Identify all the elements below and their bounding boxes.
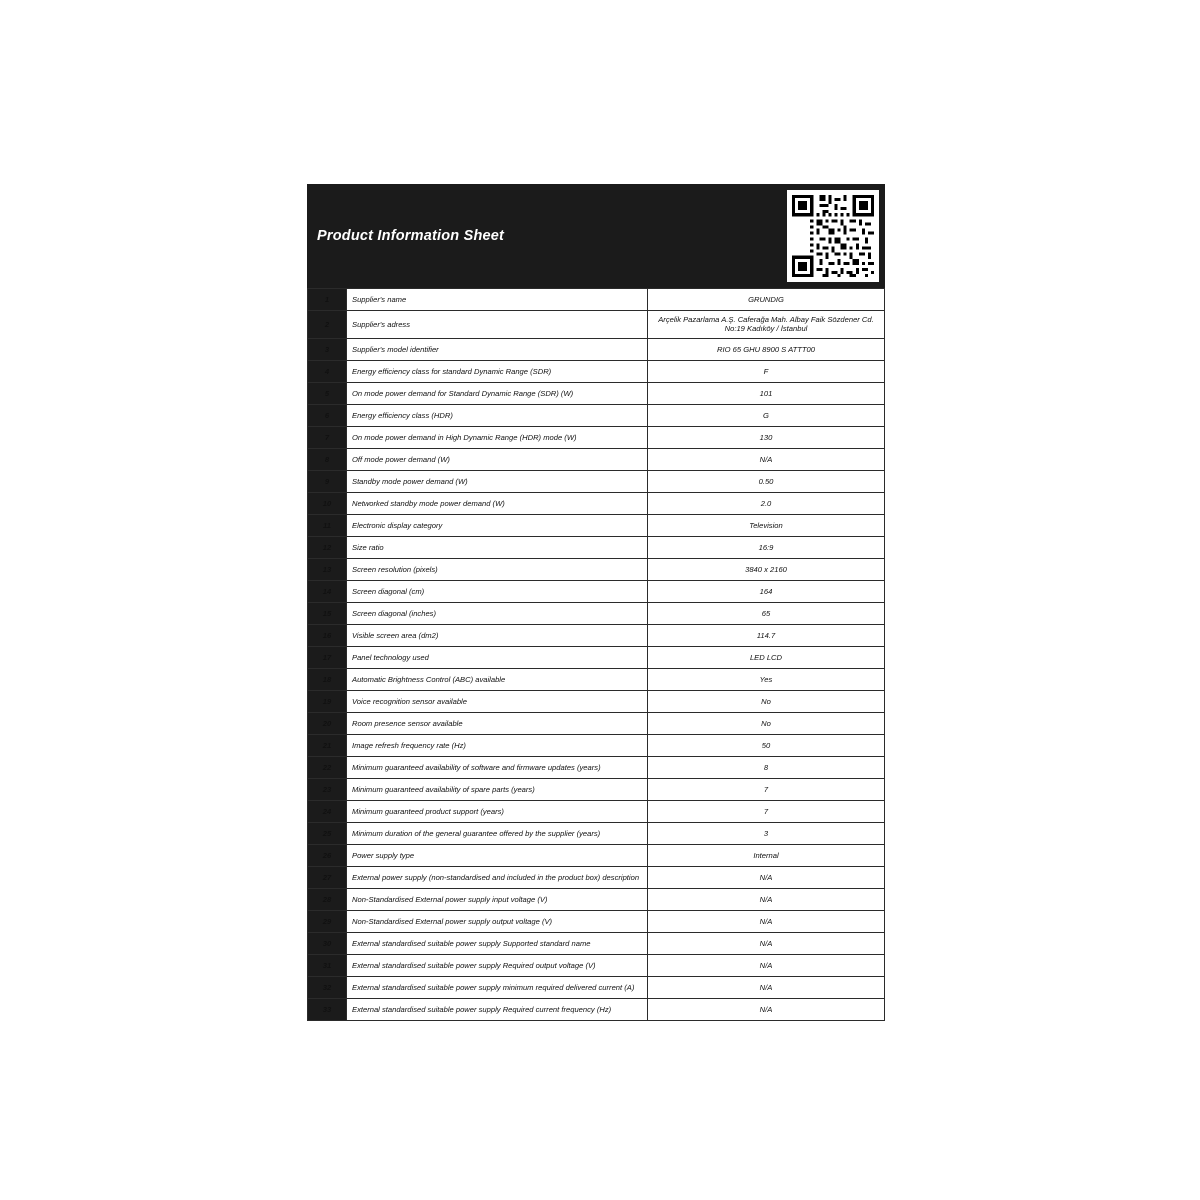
row-parameter: Energy efficiency class (HDR) [347,404,648,426]
row-value: 101 [648,382,885,404]
row-index: 8 [308,448,347,470]
row-value: F [648,360,885,382]
row-parameter: Automatic Brightness Control (ABC) available [347,668,648,690]
row-parameter: Voice recognition sensor available [347,690,648,712]
row-parameter: Visible screen area (dm2) [347,624,648,646]
table-row [308,536,885,558]
table-row [308,690,885,712]
row-parameter: Panel technology used [347,646,648,668]
row-index: 5 [308,382,347,404]
row-index: 11 [308,514,347,536]
row-index: 12 [308,536,347,558]
row-parameter: Screen diagonal (cm) [347,580,648,602]
row-value: N/A [648,932,885,954]
row-value: G [648,404,885,426]
row-index: 27 [308,866,347,888]
row-parameter: External standardised suitable power supply Required output voltage (V) [347,954,648,976]
table-row [308,998,885,1020]
row-value: Television [648,514,885,536]
row-index: 2 [308,311,347,339]
row-index: 6 [308,404,347,426]
row-value: N/A [648,888,885,910]
table-row [308,382,885,404]
table-row [308,311,885,339]
row-parameter: Minimum guaranteed product support (years) [347,800,648,822]
table-row [308,580,885,602]
row-value: GRUNDIG [648,289,885,311]
row-value: LED LCD [648,646,885,668]
table-row [308,910,885,932]
table-row [308,646,885,668]
row-parameter: Energy efficiency class for standard Dynamic Range (SDR) [347,360,648,382]
row-index: 18 [308,668,347,690]
row-value: N/A [648,866,885,888]
row-value: Arçelik Pazarlama A.Ş. Caferağa Mah. Albay Faik Sözdener Cd. No:19 Kadıköy / İstanbul [648,311,885,339]
sheet-header [307,184,885,288]
table-row [308,866,885,888]
row-parameter: Screen diagonal (inches) [347,602,648,624]
row-parameter: External standardised suitable power supply Supported standard name [347,932,648,954]
row-parameter: Electronic display category [347,514,648,536]
row-value: 7 [648,778,885,800]
row-index: 16 [308,624,347,646]
table-row [308,360,885,382]
table-row [308,624,885,646]
table-row [308,888,885,910]
row-parameter: Size ratio [347,536,648,558]
table-row [308,800,885,822]
row-index: 22 [308,756,347,778]
row-value: 65 [648,602,885,624]
row-value: N/A [648,954,885,976]
row-value: Yes [648,668,885,690]
row-value: 2.0 [648,492,885,514]
table-row [308,778,885,800]
qr-code-icon [787,190,879,282]
row-index: 13 [308,558,347,580]
row-value: No [648,690,885,712]
row-parameter: External power supply (non-standardised and included in the product box) description [347,866,648,888]
table-row [308,514,885,536]
table-row [308,426,885,448]
row-value: RIO 65 GHU 8900 S ATTT00 [648,338,885,360]
row-parameter: Standby mode power demand (W) [347,470,648,492]
row-parameter: Minimum guaranteed availability of software and firmware updates (years) [347,756,648,778]
row-index: 1 [308,289,347,311]
table-row [308,602,885,624]
row-parameter: Power supply type [347,844,648,866]
table-row [308,470,885,492]
row-index: 19 [308,690,347,712]
table-row [308,668,885,690]
row-value: 0.50 [648,470,885,492]
row-parameter: External standardised suitable power supply Required current frequency (Hz) [347,998,648,1020]
row-parameter: Supplier's model identifier [347,338,648,360]
row-parameter: Room presence sensor available [347,712,648,734]
row-index: 33 [308,998,347,1020]
row-value: Internal [648,844,885,866]
row-parameter: Minimum guaranteed availability of spare parts (years) [347,778,648,800]
table-row [308,822,885,844]
row-value: 7 [648,800,885,822]
row-value: N/A [648,448,885,470]
row-value: N/A [648,976,885,998]
table-row [308,338,885,360]
row-index: 23 [308,778,347,800]
table-row [308,756,885,778]
table-row [308,404,885,426]
row-parameter: Minimum duration of the general guarantee offered by the supplier (years) [347,822,648,844]
row-parameter: On mode power demand in High Dynamic Range (HDR) mode (W) [347,426,648,448]
row-index: 29 [308,910,347,932]
row-value: 8 [648,756,885,778]
row-value: 3 [648,822,885,844]
row-parameter: Screen resolution (pixels) [347,558,648,580]
row-value: 130 [648,426,885,448]
product-information-sheet [307,184,885,1021]
row-index: 14 [308,580,347,602]
row-value: 114.7 [648,624,885,646]
row-index: 15 [308,602,347,624]
row-value: No [648,712,885,734]
row-value: 164 [648,580,885,602]
table-row [308,954,885,976]
row-index: 7 [308,426,347,448]
table-row [308,558,885,580]
table-row [308,448,885,470]
row-value: N/A [648,998,885,1020]
row-parameter: Supplier's name [347,289,648,311]
row-index: 31 [308,954,347,976]
row-index: 30 [308,932,347,954]
row-index: 4 [308,360,347,382]
row-parameter: Non-Standardised External power supply output voltage (V) [347,910,648,932]
row-index: 17 [308,646,347,668]
row-index: 28 [308,888,347,910]
row-index: 20 [308,712,347,734]
row-index: 25 [308,822,347,844]
row-value: N/A [648,910,885,932]
row-parameter: Networked standby mode power demand (W) [347,492,648,514]
row-value: 3840 x 2160 [648,558,885,580]
row-parameter: On mode power demand for Standard Dynamic Range (SDR) (W) [347,382,648,404]
table-row [308,932,885,954]
table-row [308,844,885,866]
table-row [308,712,885,734]
row-index: 24 [308,800,347,822]
page-title: Product Information Sheet [317,228,505,244]
table-row [308,734,885,756]
row-index: 9 [308,470,347,492]
row-parameter: Non-Standardised External power supply input voltage (V) [347,888,648,910]
row-index: 26 [308,844,347,866]
row-parameter: Supplier's adress [347,311,648,339]
row-value: 50 [648,734,885,756]
table-row [308,289,885,311]
row-index: 10 [308,492,347,514]
row-parameter: Image refresh frequency rate (Hz) [347,734,648,756]
row-parameter: Off mode power demand (W) [347,448,648,470]
table-row [308,976,885,998]
table-row [308,492,885,514]
row-index: 32 [308,976,347,998]
row-index: 3 [308,338,347,360]
row-value: 16:9 [648,536,885,558]
row-parameter: External standardised suitable power supply minimum required delivered current (A) [347,976,648,998]
product-information-table [307,288,885,1021]
row-index: 21 [308,734,347,756]
